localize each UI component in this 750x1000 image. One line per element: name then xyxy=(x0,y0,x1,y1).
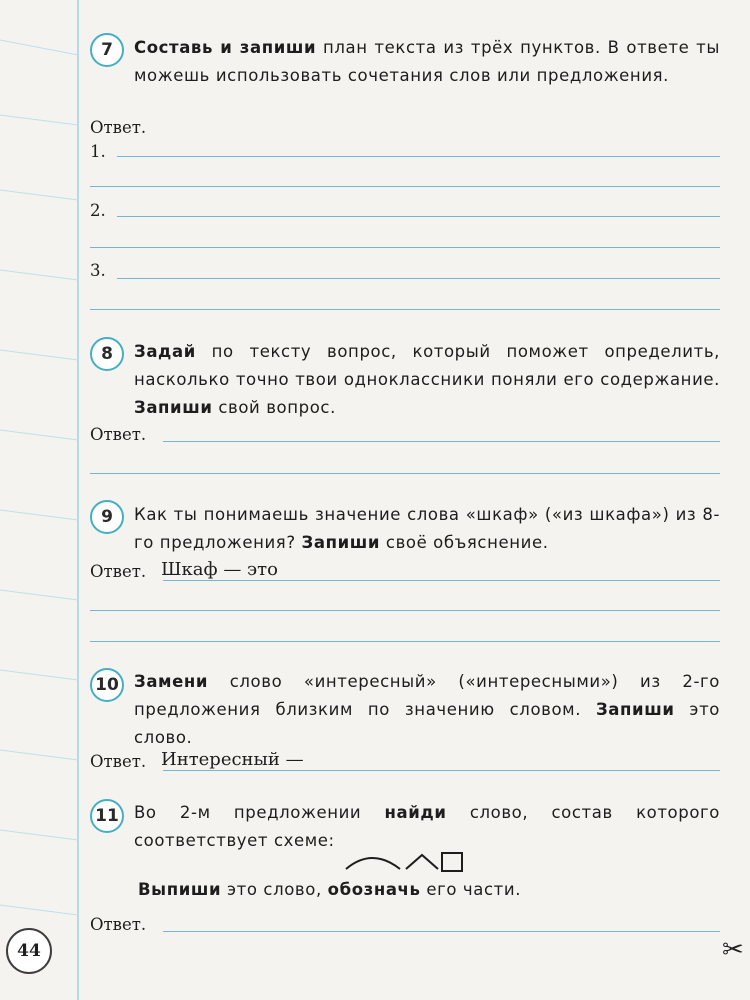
answer-line[interactable] xyxy=(117,156,720,157)
page-number: 44 xyxy=(6,928,52,974)
answer-line[interactable] xyxy=(90,309,720,310)
task-instruction: Выпиши это слово, обозначь его части. xyxy=(138,880,522,899)
answer-label: Ответ. xyxy=(90,425,147,444)
answer-line[interactable] xyxy=(117,278,720,279)
task-7 xyxy=(90,30,720,320)
task-10 xyxy=(90,666,720,776)
scissors-icon: ✂ xyxy=(722,935,744,965)
task-9 xyxy=(90,498,720,648)
answer-label: Ответ. xyxy=(90,562,147,581)
answer-item-number: 3. xyxy=(90,261,106,280)
answer-line[interactable] xyxy=(90,473,720,474)
answer-label: Ответ. xyxy=(90,118,147,137)
answer-line[interactable] xyxy=(90,610,720,611)
task-number-badge: 9 xyxy=(90,500,124,534)
answer-item-number: 2. xyxy=(90,201,106,220)
answer-item-number: 1. xyxy=(90,142,106,161)
answer-line[interactable] xyxy=(90,641,720,642)
answer-line[interactable] xyxy=(90,186,720,187)
page-margin-lines xyxy=(0,0,80,1000)
answer-line[interactable] xyxy=(163,580,720,581)
task-text: Как ты понимаешь значение слова «шкаф» («из шкафа») из 8-го предложения? Запиши своё объяснение. xyxy=(134,505,720,552)
task-text: Задай по тексту вопрос, который поможет определить, насколько точно твои одноклассники поняли его содержание. Запиши свой вопрос. xyxy=(134,342,720,417)
task-number-badge: 7 xyxy=(90,33,124,67)
answer-label: Ответ. xyxy=(90,752,147,771)
task-number-badge: 10 xyxy=(90,668,124,702)
answer-label: Ответ. xyxy=(90,915,147,934)
answer-line[interactable] xyxy=(163,441,720,442)
task-text: Составь и запиши план текста из трёх пунктов. В ответе ты можешь использовать сочетания слов или предложения. xyxy=(134,38,720,85)
task-text: Замени слово «интересный» («интересными») из 2-го предложения близким по значению словом. Запиши это слово. xyxy=(134,672,720,747)
answer-line[interactable] xyxy=(117,216,720,217)
task-number-badge: 8 xyxy=(90,337,124,371)
answer-line[interactable] xyxy=(163,931,720,932)
task-11 xyxy=(90,797,720,947)
task-8 xyxy=(90,335,720,480)
handwritten-answer: Интересный — xyxy=(161,749,304,770)
task-number-badge: 11 xyxy=(90,799,124,833)
answer-line[interactable] xyxy=(90,247,720,248)
handwritten-answer: Шкаф — это xyxy=(161,559,278,580)
answer-line[interactable] xyxy=(163,770,720,771)
word-scheme-icon xyxy=(342,847,470,877)
task-text: Во 2-м предложении найди слово, состав которого соответствует схеме: xyxy=(134,803,720,850)
